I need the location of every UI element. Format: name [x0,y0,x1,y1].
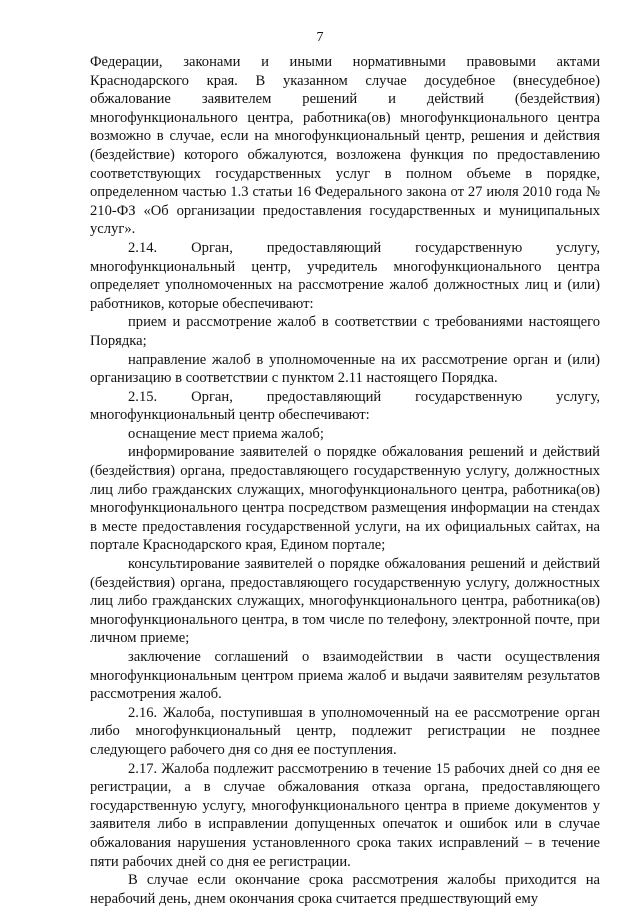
paragraph-2-15: 2.15. Орган, предоставляющий государственную услугу, многофункциональный центр обеспечивают: [90,388,600,424]
paragraph-item: оснащение мест приема жалоб; [128,425,324,442]
page-number: 7 [316,30,324,45]
document-body [90,53,600,908]
paragraph-continuation: Федерации, законами и иными нормативными правовыми актами Краснодарского края. В указанном случае досудебное (внесудебное) обжалование заявителем решений и действий (бездействия) многофункционального центра, работника(ов) многофункционального центра возможно в случае, если на многофункциональный центр, решения и действия (бездействие) которого обжалуются, возложена функция по предоставлению соответствующих государственных услуг в полном объеме в порядке, определенном частью 1.3 статьи 16 Федерального закона от 27 июля 2010 года № 210-ФЗ «Об организации предоставления государственных и муниципальных услуг». [90,54,600,238]
paragraph-item: направление жалоб в уполномоченные на их рассмотрение орган и (или) организацию в соответствии с пунктом 2.11 настоящего Порядка. [90,351,600,387]
paragraph-item: консультирование заявителей о порядке обжалования решений и действий (бездействия) органа, предоставляющего государственную услугу, должностных лиц либо гражданских служащих, многофункционального центра, работника(ов) многофункционального центра, в том числе по телефону, электронной почте, при личном приеме; [90,556,600,647]
paragraph-2-17: 2.17. Жалоба подлежит рассмотрению в течение 15 рабочих дней со дня ее регистрации, а в случае обжалования отказа органа, предоставляющего государственную услугу, многофункционального центра в приеме документов у заявителя либо в исправлении допущенных опечаток и ошибок или в случае обжалования нарушения установленного срока таких исправлений – в течение пяти рабочих дней со дня ее регистрации. [90,760,600,870]
paragraph-deadline: В случае если окончание срока рассмотрения жалобы приходится на нерабочий день, днем окончания срока считается предшествующий ему [90,872,600,907]
paragraph-2-14: 2.14. Орган, предоставляющий государственную услугу, многофункциональный центр, учредитель многофункционального центра определяет уполномоченных на рассмотрение жалоб должностных лиц и (или) работников, которые обеспечивают: [90,239,600,312]
paragraph-item: заключение соглашений о взаимодействии в части осуществления многофункциональным центром приема жалоб и выдачи заявителям результатов рассмотрения жалоб. [90,649,600,703]
paragraph-item: информирование заявителей о порядке обжалования решений и действий (бездействия) органа, предоставляющего государственную услугу, должностных лиц либо гражданских служащих, многофункционального центра, работника(ов) многофункционального центра посредством размещения информации на стендах в месте предоставления государственной услуги, на их официальных сайтах, на портале Краснодарского края, Едином портале; [90,444,600,554]
paragraph-2-16: 2.16. Жалоба, поступившая в уполномоченный на ее рассмотрение орган либо многофункциональный центр, подлежит регистрации не позднее следующего рабочего дня со дня ее поступления. [90,704,600,758]
paragraph-item: прием и рассмотрение жалоб в соответствии с требованиями настоящего Порядка; [90,314,600,349]
